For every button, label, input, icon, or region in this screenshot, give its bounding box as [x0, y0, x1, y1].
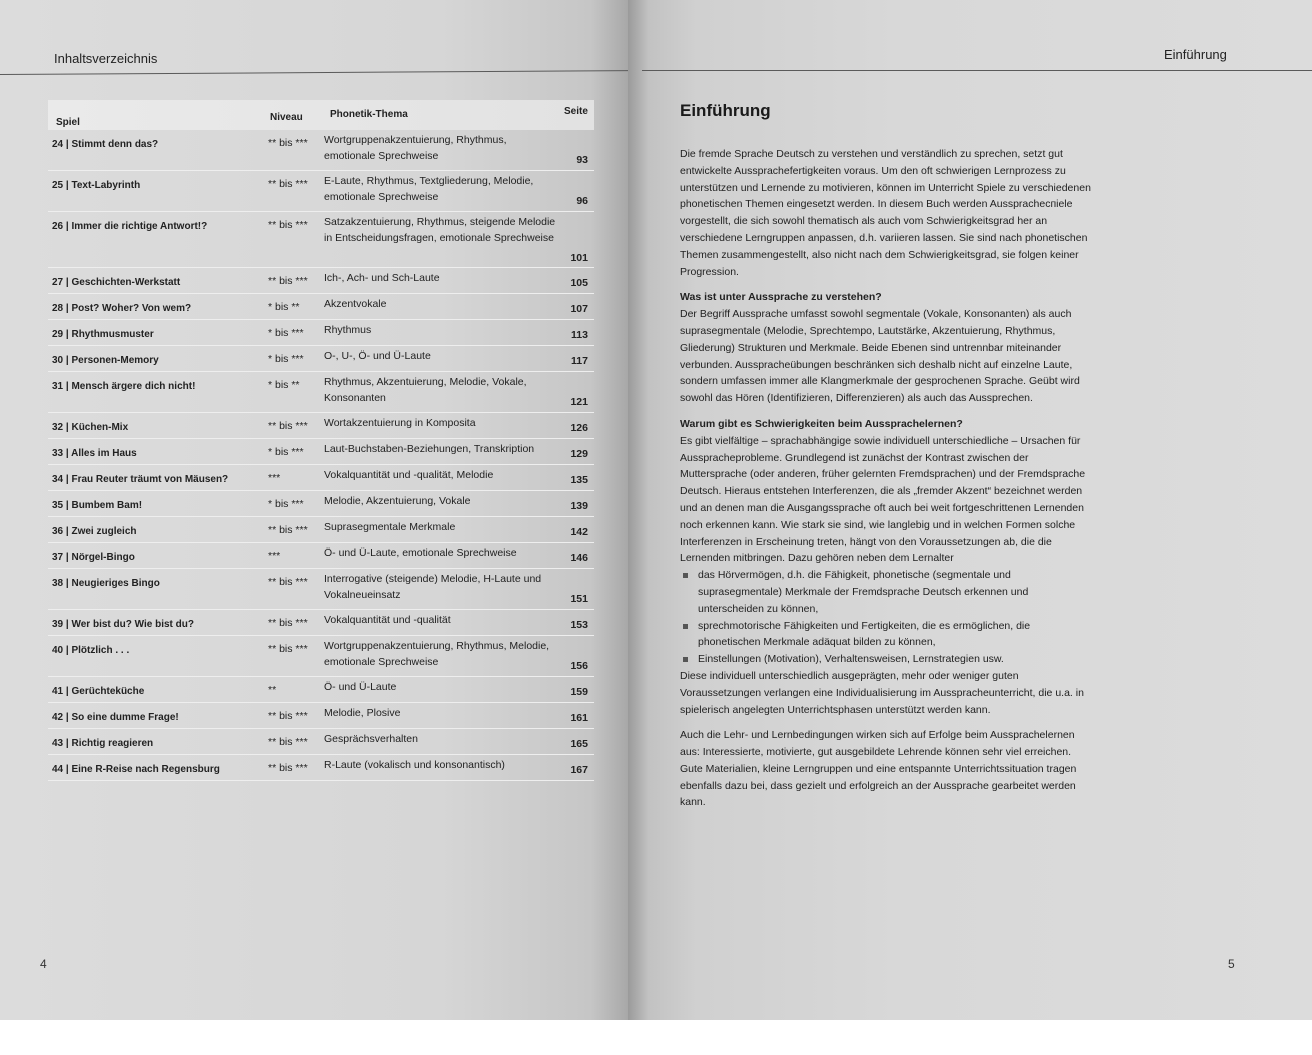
toc-niveau: ** bis ***: [268, 576, 308, 588]
toc-seite: 142: [570, 526, 588, 538]
toc-spiel: 35 | Bumbem Bam!: [52, 500, 143, 511]
col-seite: Seite: [564, 106, 588, 117]
running-head-right: Einführung: [1164, 47, 1227, 62]
toc-row: [48, 439, 594, 465]
toc-row: [48, 346, 594, 372]
header-rule-left: [0, 70, 628, 75]
toc-niveau: * bis ***: [268, 446, 304, 458]
toc-seite: 135: [570, 474, 588, 486]
toc-row: [48, 465, 594, 491]
page-number-right: 5: [1228, 957, 1235, 971]
toc-spiel: 42 | So eine dumme Frage!: [52, 712, 179, 723]
toc-thema: Wortakzentuierung in Komposita: [324, 417, 476, 429]
toc-table: [48, 130, 594, 781]
toc-seite: 129: [570, 448, 588, 460]
toc-niveau: **: [268, 684, 277, 696]
toc-niveau: ** bis ***: [268, 643, 308, 655]
toc-seite: 153: [570, 619, 588, 631]
toc-row: [48, 212, 594, 268]
toc-spiel: 32 | Küchen-Mix: [52, 422, 129, 433]
page-number-left: 4: [40, 957, 47, 971]
toc-seite: 96: [576, 195, 588, 207]
toc-row: [48, 320, 594, 346]
col-thema: Phonetik-Thema: [330, 109, 408, 120]
col-niveau: Niveau: [270, 112, 303, 123]
toc-spiel: 39 | Wer bist du? Wie bist du?: [52, 619, 194, 630]
running-head-left: Inhaltsverzeichnis: [54, 51, 158, 66]
paragraph-individualisierung: Diese individuell unterschiedlich ausgeprägten, mehr oder weniger guten Voraussetzungen verlangen eine Individualisierung im Ausspracheunterricht, die u.a. in spielerisch angelegten Unterrichtsphasen unterstützt werden kann.: [680, 669, 1084, 716]
toc-thema: Ö- und Ü-Laute: [324, 681, 397, 693]
toc-row: [48, 569, 594, 610]
toc-niveau: ** bis ***: [268, 736, 308, 748]
section-title: Einführung: [680, 101, 771, 120]
toc-seite: 156: [570, 660, 588, 672]
bullet-item: Einstellungen (Motivation), Verhaltensweisen, Lernstrategien usw.: [680, 651, 1094, 668]
toc-row: [48, 294, 594, 320]
toc-seite: 121: [570, 396, 588, 408]
toc-seite: 126: [570, 422, 588, 434]
toc-row: [48, 517, 594, 543]
toc-niveau: ** bis ***: [268, 420, 308, 432]
toc-header: [48, 100, 594, 130]
toc-niveau: * bis ***: [268, 353, 304, 365]
toc-spiel: 29 | Rhythmusmuster: [52, 329, 154, 340]
toc-spiel: 30 | Personen-Memory: [52, 355, 159, 366]
toc-thema: Vokalquantität und -qualität, Melodie: [324, 469, 494, 481]
toc-seite: 159: [570, 686, 588, 698]
toc-thema: O-, U-, Ö- und Ü-Laute: [324, 350, 431, 362]
body-text: [680, 146, 1094, 811]
toc-spiel: 26 | Immer die richtige Antwort!?: [52, 221, 208, 232]
toc-row: [48, 729, 594, 755]
toc-thema: Suprasegmentale Merkmale: [324, 521, 456, 533]
toc-niveau: ***: [268, 472, 281, 484]
toc-spiel: 27 | Geschichten-Werkstatt: [52, 277, 181, 288]
toc-seite: 165: [570, 738, 588, 750]
toc-row: [48, 610, 594, 636]
col-spiel: Spiel: [56, 117, 80, 128]
toc-seite: 151: [570, 593, 588, 605]
toc-seite: 139: [570, 500, 588, 512]
toc-niveau: ** bis ***: [268, 524, 308, 536]
toc-niveau: ** bis ***: [268, 762, 308, 774]
toc-seite: 107: [570, 303, 588, 315]
toc-spiel: 43 | Richtig reagieren: [52, 738, 154, 749]
toc-thema: Melodie, Akzentuierung, Vokale: [324, 495, 471, 507]
header-rule-right: [642, 70, 1312, 71]
toc-thema: Wortgruppenakzentuierung, Rhythmus, Melodie, emotionale Sprechweise: [324, 640, 550, 668]
toc-spiel: 34 | Frau Reuter träumt von Mäusen?: [52, 474, 229, 485]
toc-row: [48, 543, 594, 569]
toc-niveau: ***: [268, 550, 281, 562]
toc-spiel: 31 | Mensch ärgere dich nicht!: [52, 381, 196, 392]
toc-niveau: ** bis ***: [268, 275, 308, 287]
toc-row: [48, 636, 594, 677]
toc-thema: Satzakzentuierung, Rhythmus, steigende Melodie in Entscheidungsfragen, emotionale Sprechweise: [324, 216, 556, 244]
toc-spiel: 25 | Text-Labyrinth: [52, 180, 141, 191]
toc-thema: Gesprächsverhalten: [324, 733, 418, 745]
paragraph-aussprache: Der Begriff Aussprache umfasst sowohl segmentale (Vokale, Konsonanten) als auch suprasegmentale (Melodie, Sprechtempo, Lautstärke, Akzentuierung, Rhythmus, Gliederung) Strukturen und Merkmale. Beide Ebenen sind untrennbar miteinander verbunden. Ausspracheübungen beschränken sich deshalb nicht auf einzelne Laute, sondern umfassen immer alle Klangmerkmale der gesprochenen Sprache. Geübt wird sowohl das Hören (Identifizieren, Differenzieren) als auch das Aussprechen.: [680, 308, 1080, 405]
toc-spiel: 37 | Nörgel-Bingo: [52, 552, 135, 563]
heading-aussprache: Was ist unter Aussprache zu verstehen?: [680, 291, 882, 304]
toc-row: [48, 413, 594, 439]
toc-thema: Ich-, Ach- und Sch-Laute: [324, 272, 440, 284]
toc-seite: 101: [570, 252, 588, 264]
toc-thema: R-Laute (vokalisch und konsonantisch): [324, 759, 505, 771]
toc-seite: 93: [576, 154, 588, 166]
toc-thema: Wortgruppenakzentuierung, Rhythmus, emotionale Sprechweise: [324, 134, 507, 162]
toc-spiel: 36 | Zwei zugleich: [52, 526, 137, 537]
toc-row: [48, 130, 594, 171]
toc-thema: Rhythmus: [324, 324, 372, 336]
toc-spiel: 40 | Plötzlich . . .: [52, 645, 130, 656]
toc-row: [48, 703, 594, 729]
toc-row: [48, 171, 594, 212]
toc-row: [48, 372, 594, 413]
toc-niveau: ** bis ***: [268, 137, 308, 149]
bullet-item: sprechmotorische Fähigkeiten und Fertigkeiten, die es ermöglichen, die phonetischen Merkmale adäquat bilden zu können,: [680, 618, 1094, 652]
toc-thema: Laut-Buchstaben-Beziehungen, Transkription: [324, 443, 535, 455]
toc-spiel: 41 | Gerüchteküche: [52, 686, 145, 697]
toc-spiel: 33 | Alles im Haus: [52, 448, 137, 459]
toc-seite: 117: [571, 355, 588, 367]
toc-thema: Interrogative (steigende) Melodie, H-Laute und Vokalneueinsatz: [324, 573, 542, 601]
toc-niveau: * bis ***: [268, 498, 304, 510]
bullet-square-icon: [683, 657, 688, 662]
toc-spiel: 28 | Post? Woher? Von wem?: [52, 303, 192, 314]
toc-niveau: ** bis ***: [268, 219, 308, 231]
toc-thema: Rhythmus, Akzentuierung, Melodie, Vokale, Konsonanten: [324, 376, 527, 404]
toc-row: [48, 755, 594, 781]
toc-thema: Melodie, Plosive: [324, 707, 401, 719]
bullet-square-icon: [683, 624, 688, 629]
toc-seite: 146: [570, 552, 588, 564]
toc-niveau: * bis **: [268, 301, 300, 313]
left-page: [0, 0, 628, 1020]
toc-niveau: ** bis ***: [268, 617, 308, 629]
bullet-square-icon: [683, 573, 688, 578]
toc-seite: 105: [570, 277, 588, 289]
paragraph-schwierigkeiten: Es gibt vielfältige – sprachabhängige sowie individuell unterschiedliche – Ursachen für Ausspracheprobleme. Grundlegend ist zunächst der Kontrast zwischen der Muttersprache (oder anderen, früher gelernten Fremdsprachen) und der Fremdsprache Deutsch. Hieraus entstehen Interferenzen, die als „fremder Akzent“ bezeichnet werden und an denen man die Ausgangssprache oft auch bei weit fortgeschrittenen Lernenden noch erkennen kann. Wie stark sie sind, wie langlebig und in welchen Formen solche Interferenzen in Erscheinung treten, hängt von den Voraussetzungen ab, die die Lernenden mitbringen. Dazu gehören neben dem Lernalter: [680, 434, 1086, 565]
toc-thema: E-Laute, Rhythmus, Textgliederung, Melodie, emotionale Sprechweise: [324, 175, 534, 203]
toc-row: [48, 677, 594, 703]
toc-niveau: * bis **: [268, 379, 300, 391]
toc-niveau: * bis ***: [268, 327, 304, 339]
toc-spiel: 24 | Stimmt denn das?: [52, 139, 159, 150]
toc-thema: Akzentvokale: [324, 298, 387, 310]
closing-paragraph: Auch die Lehr- und Lernbedingungen wirken sich auf Erfolge beim Aussprachelernen aus: Interessierte, motivierte, gut ausgebildete Lehrende können sehr viel erreichen. Gute Materialien, kleine Lerngruppen und eine entspannte Unterrichtssituation tragen ebenfalls dazu bei, dass gezielt und erfolgreich an der Aussprache gearbeitet werden kann.: [680, 729, 1077, 809]
toc-seite: 167: [570, 764, 588, 776]
toc-niveau: ** bis ***: [268, 178, 308, 190]
toc-spiel: 44 | Eine R-Reise nach Regensburg: [52, 764, 220, 775]
toc-thema: Vokalquantität und -qualität: [324, 614, 451, 626]
toc-seite: 161: [570, 712, 588, 724]
toc-spiel: 38 | Neugieriges Bingo: [52, 578, 160, 589]
intro-paragraph: Die fremde Sprache Deutsch zu verstehen und verständlich zu sprechen, setzt gut entwickelte Aussprachefertigkeiten voraus. Um den oft schwierigen Lernprozess zu unterstützen und Lernende zu motivieren, können im Unterricht Spiele zu verschiedenen phonetischen Themen eingesetzt werden. In diesem Buch werden Ausspracheспiele vorgestellt, die sich sowohl thematisch als auch vom Schwierigkeitsgrad her an verschiedene Lerngruppen anpassen, d.h. variieren lassen. Sie sind nach phonetischen Themen zusammengestellt, also nicht nach dem Schwierigkeitsgrad, sie folgen keiner Progression.: [680, 148, 1091, 278]
toc-row: [48, 491, 594, 517]
toc-seite: 113: [571, 329, 588, 341]
toc-niveau: ** bis ***: [268, 710, 308, 722]
toc-row: [48, 268, 594, 294]
bullet-item: das Hörvermögen, d.h. die Fähigkeit, phonetische (segmentale und suprasegmentale) Merkmale der Fremdsprache Deutsch erkennen und unterscheiden zu können,: [680, 567, 1094, 617]
bullet-list: [680, 567, 1094, 668]
heading-schwierigkeiten: Warum gibt es Schwierigkeiten beim Aussprachelernen?: [680, 417, 963, 430]
toc-thema: Ö- und Ü-Laute, emotionale Sprechweise: [324, 547, 517, 559]
